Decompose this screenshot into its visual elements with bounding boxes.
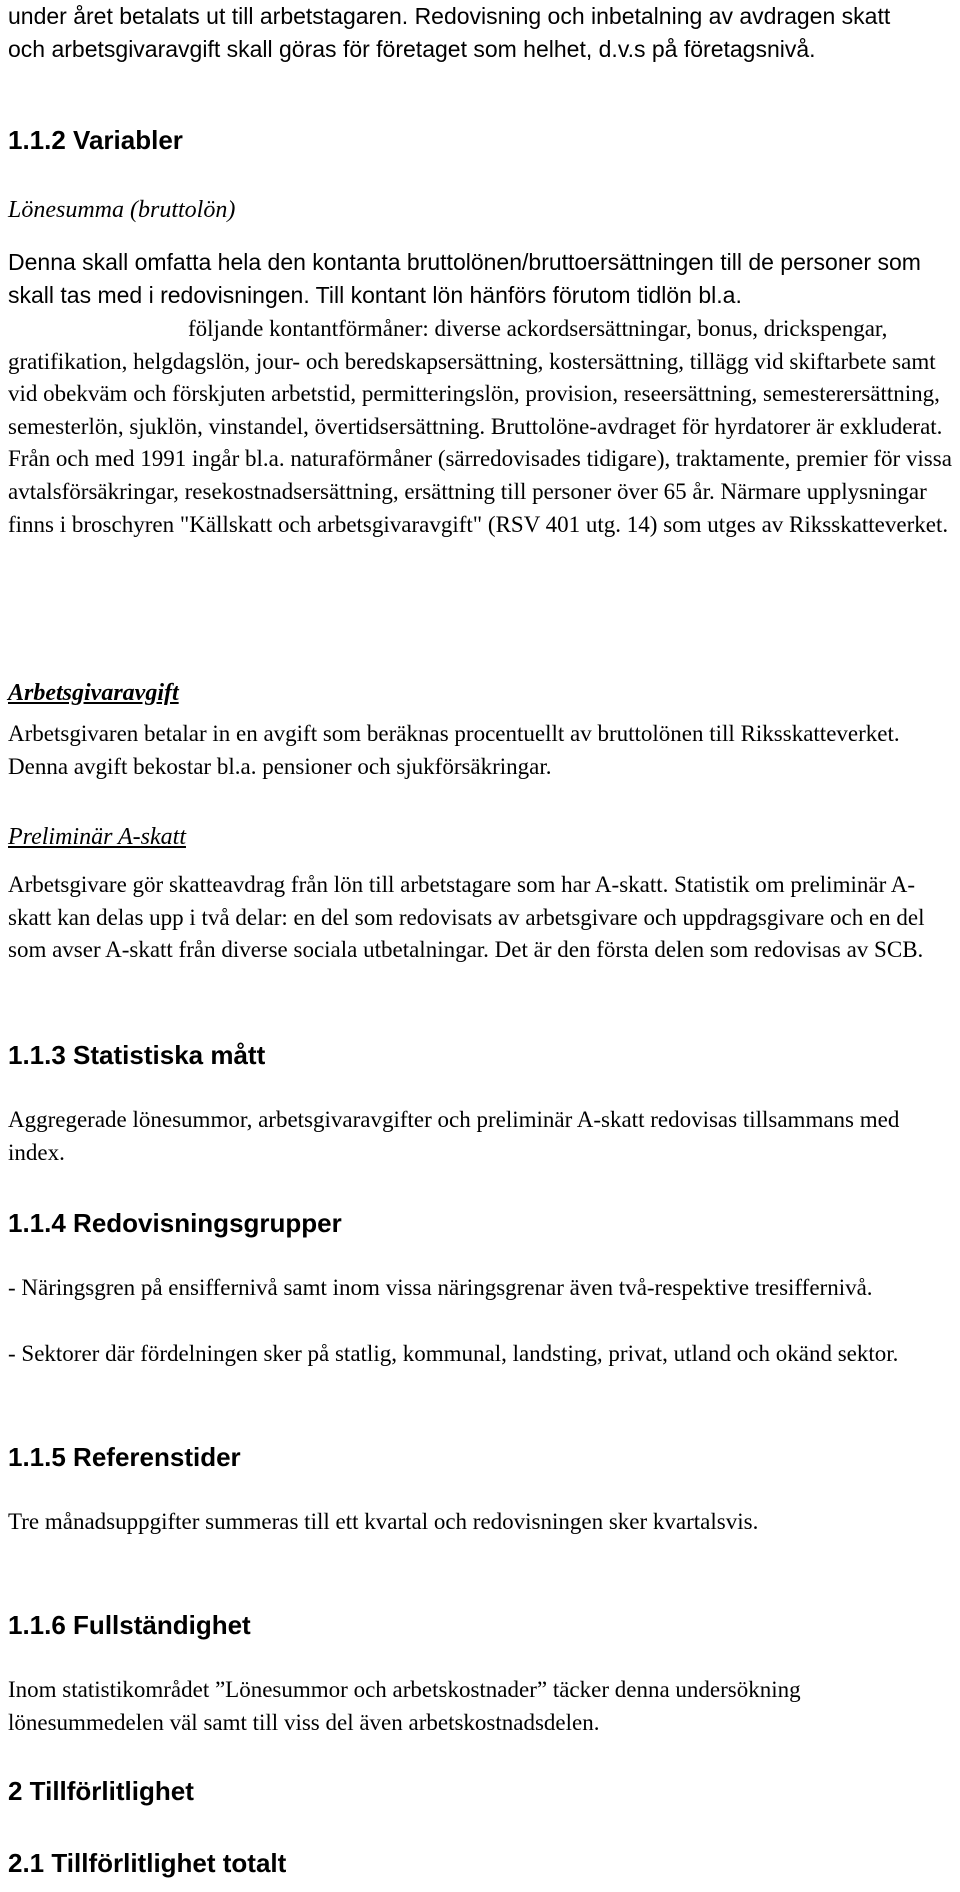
heading-2-1: 2.1 Tillförlitlighet totalt: [8, 1848, 287, 1878]
redovisningsgrupper-item-2: - Sektorer där fördelningen sker på statlig, kommunal, landsting, privat, utland och okänd sektor.: [8, 1341, 899, 1366]
intro-paragraph: under året betalats ut till arbetstagaren. Redovisning och inbetalning av avdragen skatt och arbetsgivaravgift skall göras för företaget som helhet, d.v.s på företagsnivå.: [8, 3, 891, 62]
heading-1-1-3: 1.1.3 Statistiska mått: [8, 1040, 266, 1070]
preliminar-heading: Preliminär A-skatt: [8, 824, 186, 850]
preliminar-text: Arbetsgivare gör skatteavdrag från lön till arbetstagare som har A-skatt. Statistik om preliminär A-skatt kan delas upp i två delar: en del som redovisats av arbetsgivare och uppdragsgivare och en del som avser A-skatt från diverse sociala utbetalningar. Det är den första delen som redovisas av SCB.: [8, 872, 925, 963]
heading-1-1-6: 1.1.6 Fullständighet: [8, 1610, 251, 1640]
lonesumma-body: följande kontantförmåner: diverse ackordsersättningar, bonus, drickspengar, gratifikation, helgdagslön, jour- och beredskapsersättning, kostersättning, tillägg vid skiftarbete samt vid obekväm och förskjuten arbetstid, permitteringslön, provision, reseersättning, semesterersättning, semesterlön, sjuklön, vinstandel, övertidsersättning. Bruttolöne-avdraget för hyrdatorer är exkluderat. Från och med 1991 ingår bl.a. naturaförmåner (särredovisades tidigare), traktamente, premier för vissa avtalsförsäkringar, resekostnadsersättning, ersättning till personer över 65 år. Närmare upplysningar finns i broschyren "Källskatt och arbetsgivaravgift" (RSV 401 utg. 14) som utges av Riksskatteverket.: [8, 316, 952, 537]
arbetsgivaravgift-text: Arbetsgivaren betalar in en avgift som beräknas procentuellt av bruttolönen till Riksskatteverket. Denna avgift bekostar bl.a. pensioner och sjukförsäkringar.: [8, 721, 900, 779]
lonesumma-heading: Lönesumma (bruttolön): [8, 197, 236, 223]
fullstandighet-text: Inom statistikområdet ”Lönesummor och arbetskostnader” täcker denna undersökning lönesummedelen väl samt till viss del även arbetskostnadsdelen.: [8, 1677, 801, 1735]
lonesumma-intro: Denna skall omfatta hela den kontanta bruttolönen/bruttoersättningen till de personer som skall tas med i redovisningen. Till kontant lön hänförs förutom tidlön bl.a.: [8, 249, 921, 308]
referenstider-text: Tre månadsuppgifter summeras till ett kvartal och redovisningen sker kvartalsvis.: [8, 1509, 759, 1534]
arbetsgivaravgift-heading: Arbetsgivaravgift: [8, 680, 179, 706]
statistiska-matt-text: Aggregerade lönesummor, arbetsgivaravgifter och preliminär A-skatt redovisas tillsammans med index.: [8, 1107, 900, 1165]
heading-2: 2 Tillförlitlighet: [8, 1776, 194, 1806]
heading-1-1-5: 1.1.5 Referenstider: [8, 1442, 241, 1472]
heading-1-1-2: 1.1.2 Variabler: [8, 125, 183, 155]
redovisningsgrupper-item-1: - Näringsgren på ensiffernivå samt inom vissa näringsgrenar även två-respektive tresiffernivå.: [8, 1275, 873, 1300]
heading-1-1-4: 1.1.4 Redovisningsgrupper: [8, 1208, 342, 1238]
